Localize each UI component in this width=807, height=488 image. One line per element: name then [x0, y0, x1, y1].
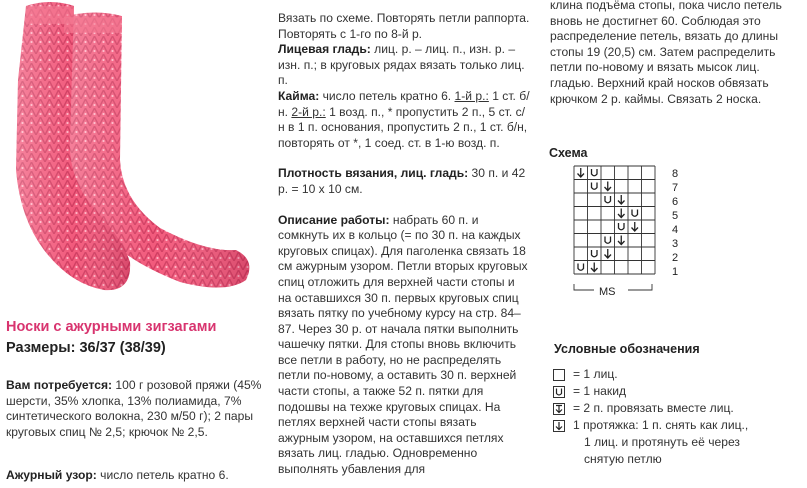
row-number-8: 8	[672, 168, 679, 180]
yarn-over-icon	[592, 169, 598, 176]
legend-text-pull-through-2: 1 лиц. и протянуть её через	[584, 435, 740, 449]
instructions-continued: клина подъёма стопы, пока число петель вновь не достигнет 60. Соблюдая это распределение петель, вязать до длины стопы 19 (20,5) см. Затем распределить петли по-новому и вязать мысок лиц. гладью. Верхний край носков обвязать крючком 2 р. каймы. Связать 2 носка.	[550, 0, 782, 106]
empty-square-icon	[553, 369, 565, 381]
knitting-chart	[568, 160, 688, 308]
edging-row1-label: 1-й р.:	[454, 88, 489, 103]
gauge-paragraph	[278, 166, 530, 197]
row-number-5: 5	[672, 210, 679, 222]
edging-text-a: число петель кратно 6.	[319, 88, 455, 103]
chart-title: Схема	[549, 146, 588, 160]
row-number-3: 3	[672, 238, 679, 250]
description-text: набрать 60 п. и сомкнуть их в кольцо (= по 30 п. на каждых круговых спицах). Для паголенка связать 18 см ажурным узором. Петли вторых круговых спиц отложить для верхней части стопы и на оставшихся 30 п. первых круговых спиц вязать пятку по учебному курсу на стр. 84–87. Через 30 р. от начала пятки выполнить чашечку пятки. Для стопы вновь включить все петли в работу, но не распределять петли по-новому, а оставить 30 п. верхней части стопы, а также 52 п. пятки для подошвы на техже круговых спицах. На петлях верхней части стопы вязать ажурным узором, на оставшихся петлях вязать лиц. гладью. Одновременно выполнять убавления для	[278, 212, 528, 477]
legend-item-pull-through-cont1	[553, 434, 803, 451]
row-number-2: 2	[672, 252, 679, 264]
yarn-over-icon	[619, 223, 625, 230]
row-number-7: 7	[672, 182, 679, 194]
openwork-label: Ажурный узор:	[6, 468, 97, 482]
legend-item-k2tog	[553, 400, 803, 417]
decrease-arrow-icon	[605, 182, 612, 191]
edging-row2-label: 2-й р.:	[291, 104, 326, 119]
edging-label: Кайма:	[278, 88, 320, 103]
yarn-over-icon	[605, 237, 611, 244]
decrease-arrow-icon	[605, 249, 612, 258]
decrease-arrow-icon	[578, 168, 585, 177]
row-number-1: 1	[672, 266, 679, 278]
article-title: Носки с ажурными зигзагами	[6, 319, 217, 335]
decrease-arrow-icon	[618, 195, 625, 204]
decrease-arrow-icon	[632, 222, 639, 231]
legend-text-pull-through: 1 протяжка: 1 п. снять как лиц.,	[573, 418, 749, 432]
stockinette-paragraph	[278, 42, 530, 89]
gauge-text: 30 п. и 42 р. = 10 х 10 см.	[278, 166, 526, 196]
description-label: Описание работы:	[278, 212, 390, 227]
repeat-label: MS	[599, 286, 616, 298]
edging-text-b: 1 ст. б/н.	[278, 88, 530, 119]
materials-label: Вам потребуется:	[6, 378, 113, 392]
decrease-arrow-icon	[591, 263, 598, 272]
materials-text: 100 г розовой пряжи (45% шерсти, 35% хлопка, 13% полиамида, 7% синтетического волокна, 230 м/50 г); 2 пары круговых спиц № 2,5; крючок № 2,5.	[6, 378, 262, 439]
materials-paragraph	[6, 378, 264, 440]
legend-item-pull-through	[553, 417, 803, 434]
legend-text-knit: = 1 лиц.	[573, 367, 618, 381]
yarn-over-icon	[605, 196, 611, 203]
yarn-over-icon	[632, 210, 638, 217]
legend-item-pull-through-cont2	[553, 451, 803, 468]
stockinette-text: лиц. р. – лиц. п., изн. р. – изн. п.; в круговых рядах вязать только лиц. п.	[278, 42, 525, 88]
yarn-over-icon	[553, 386, 565, 398]
pattern-instructions: Вязать по схеме. Повторять петли раппорта. Повторять с 1-го по 8-й р.	[278, 11, 530, 41]
legend-text-yarn-over: = 1 накид	[573, 384, 627, 398]
openwork-text: число петель кратно 6.	[96, 468, 229, 482]
yarn-over-icon	[592, 250, 598, 257]
edging-paragraph	[278, 89, 530, 151]
decrease-arrow-icon	[618, 236, 625, 245]
chart-grid	[574, 166, 655, 274]
legend	[553, 366, 803, 468]
k2tog-icon	[553, 403, 565, 415]
socks-photo	[0, 0, 270, 305]
legend-title: Условные обозначения	[554, 342, 700, 356]
description-paragraph	[278, 213, 530, 478]
row-number-6: 6	[672, 196, 679, 208]
decrease-arrow-icon	[618, 209, 625, 218]
sizes-heading: Размеры: 36/37 (38/39)	[6, 340, 166, 356]
yarn-over-icon	[578, 264, 584, 271]
openwork-pattern-paragraph	[6, 468, 268, 484]
legend-text-k2tog: = 2 п. провязать вместе лиц.	[573, 401, 734, 415]
yarn-over-icon	[592, 183, 598, 190]
row-numbers	[672, 168, 678, 278]
gauge-label: Плотность вязания, лиц. гладь:	[278, 166, 469, 181]
pull-through-icon	[553, 420, 565, 432]
edging-text-c: 1 возд. п., * пропустить 2 п., 5 ст. с/н в 1 п. основания, пропустить 2 п., 1 ст. б/н, повторять от *, 1 соед. ст. в 1-ю возд. п.	[278, 104, 528, 150]
row-number-4: 4	[672, 224, 679, 236]
legend-text-pull-through-3: снятую петлю	[584, 452, 662, 466]
legend-item-knit	[553, 366, 803, 383]
legend-item-yarn-over	[553, 383, 803, 400]
stockinette-label: Лицевая гладь:	[278, 42, 371, 57]
instructions-column	[278, 11, 530, 478]
